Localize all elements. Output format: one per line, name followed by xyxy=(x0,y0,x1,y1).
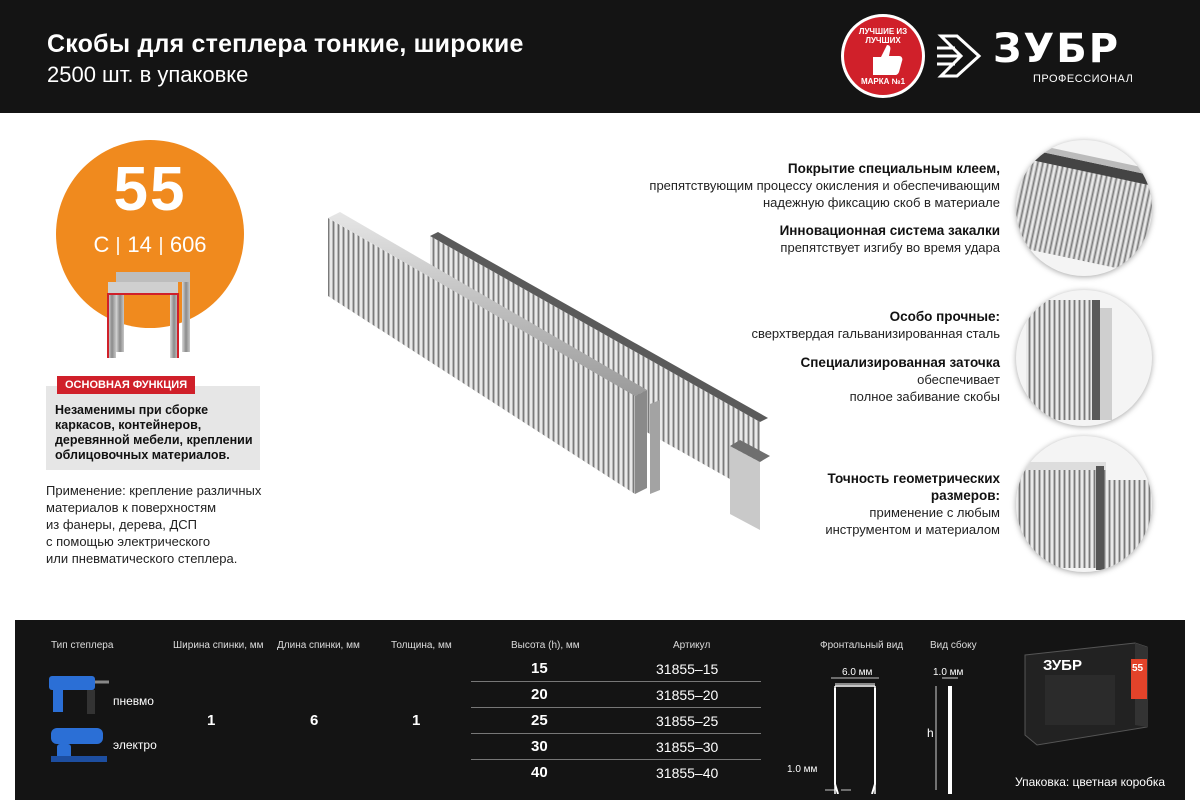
code-2: 14 xyxy=(127,232,152,257)
code-separator xyxy=(117,237,119,255)
code-1: C xyxy=(93,232,110,257)
table-row xyxy=(471,682,761,708)
header-bar xyxy=(0,0,1200,113)
feature-line: надежную фиксацию скоб в материале xyxy=(762,195,1000,210)
function-line: облицовочных материалов. xyxy=(55,448,230,462)
header-front: Фронтальный вид xyxy=(820,640,904,651)
seal-top-text: ЛУЧШИЕ ИЗ ЛУЧШИХ xyxy=(858,27,908,45)
brand-name: ЗУБР xyxy=(993,26,1121,72)
package-brand: ЗУБР xyxy=(1043,657,1082,674)
width-value: 1 xyxy=(207,712,216,729)
feature-title: Покрытие специальным клеем, xyxy=(787,161,1000,176)
staple-strip-image xyxy=(320,200,770,540)
usage-line: Применение: крепление различных xyxy=(46,483,262,498)
function-tag: ОСНОВНАЯ ФУНКЦИЯ xyxy=(57,376,195,394)
table-row xyxy=(471,656,761,682)
table-row xyxy=(471,708,761,734)
feature-line: обеспечивает xyxy=(917,372,1000,387)
package-box xyxy=(1015,635,1155,755)
usage-text xyxy=(46,482,276,567)
table-row xyxy=(471,734,761,760)
feature-title: Специализированная заточка xyxy=(800,355,1000,370)
usage-line: из фанеры, дерева, ДСП xyxy=(46,517,197,532)
article-cell: 31855–15 xyxy=(656,661,719,677)
usage-line: с помощью электрического xyxy=(46,534,211,549)
usage-line: материалов к поверхностям xyxy=(46,500,217,515)
tool-electric-label: электро xyxy=(113,738,157,752)
feature-line: применение с любым xyxy=(869,505,1000,520)
feature-hardening xyxy=(780,222,1000,256)
header-side: Вид сбоку xyxy=(930,640,977,651)
feature-title: Точность геометрических xyxy=(827,471,1000,486)
feature-line: инструментом и материалом xyxy=(825,522,1000,537)
front-width-dim: 6.0 мм xyxy=(842,667,873,678)
header-type: Тип степлера xyxy=(51,640,114,651)
feature-title-2: размеров: xyxy=(930,488,1000,503)
tool-pneumatic-label: пневмо xyxy=(113,694,154,708)
header-width: Ширина спинки, мм xyxy=(173,640,264,651)
spec-table xyxy=(15,620,1185,800)
brand-subtitle: ПРОФЕССИОНАЛ xyxy=(1033,73,1134,85)
package-image xyxy=(1015,635,1155,755)
detail-circle-strength xyxy=(1016,290,1152,426)
thickness-value: 1 xyxy=(412,712,421,729)
length-value: 6 xyxy=(310,712,319,729)
package-number: 55 xyxy=(1132,663,1144,674)
feature-adhesive xyxy=(649,160,1000,211)
header-article: Артикул xyxy=(673,640,711,651)
feature-precision xyxy=(825,470,1000,538)
usage-line: или пневматического степлера. xyxy=(46,551,238,566)
feature-sharpening xyxy=(801,354,1000,405)
height-cell: 40 xyxy=(531,764,548,781)
pneumatic-stapler-icon xyxy=(47,674,111,716)
header-thickness: Толщина, мм xyxy=(391,640,452,651)
header-length: Длина спинки, мм xyxy=(277,640,360,651)
code-3: 606 xyxy=(169,232,207,257)
function-line: каркасов, контейнеров, xyxy=(55,418,202,432)
function-line: деревянной мебели, креплении xyxy=(55,433,253,447)
article-cell: 31855–25 xyxy=(656,713,719,729)
detail-circle-coating xyxy=(1016,140,1152,276)
article-cell: 31855–40 xyxy=(656,765,719,781)
feature-line: препятствует изгибу во время удара xyxy=(780,240,1000,255)
detail-circle-precision xyxy=(1016,436,1152,572)
function-line: Незаменимы при сборке xyxy=(55,403,209,417)
height-cell: 15 xyxy=(531,660,548,677)
staple-icon xyxy=(104,268,194,360)
brand-logo-icon xyxy=(935,34,985,78)
feature-title: Особо прочные: xyxy=(889,309,1000,324)
article-cell: 31855–20 xyxy=(656,687,719,703)
code-separator xyxy=(160,237,162,255)
best-brand-seal xyxy=(841,14,925,98)
feature-line: препятствующим процессу окисления и обеспечивающим xyxy=(649,178,1000,193)
feature-strength xyxy=(751,308,1000,342)
height-cell: 20 xyxy=(531,686,548,703)
seal-bottom-text: МАРКА №1 xyxy=(860,77,906,86)
type-codes xyxy=(56,232,244,258)
side-wire-dim: 1.0 мм xyxy=(933,667,964,678)
article-cell: 31855–30 xyxy=(656,739,719,755)
staple-detail-icon xyxy=(1016,140,1152,276)
staple-detail-icon xyxy=(1016,436,1152,572)
feature-line: сверхтвердая гальванизированная сталь xyxy=(751,326,1000,341)
package-label: Упаковка: цветная коробка xyxy=(1015,775,1166,789)
thumbs-up-icon xyxy=(865,41,905,77)
height-cell: 30 xyxy=(531,738,548,755)
page-title: Скобы для степлера тонкие, широкие xyxy=(47,30,524,58)
height-cell: 25 xyxy=(531,712,548,729)
front-wire-dim: 1.0 мм xyxy=(787,764,818,775)
feature-line: полное забивание скобы xyxy=(849,389,1000,404)
feature-title: Инновационная система закалки xyxy=(779,223,1000,238)
height-symbol: h xyxy=(927,726,934,740)
header-height: Высота (h), мм xyxy=(511,640,580,651)
table-row xyxy=(471,760,761,786)
function-text xyxy=(55,403,255,463)
page-subtitle: 2500 шт. в упаковке xyxy=(47,62,249,87)
type-number: 55 xyxy=(113,155,187,224)
electric-stapler-icon xyxy=(47,724,111,764)
staple-detail-icon xyxy=(1016,290,1152,426)
